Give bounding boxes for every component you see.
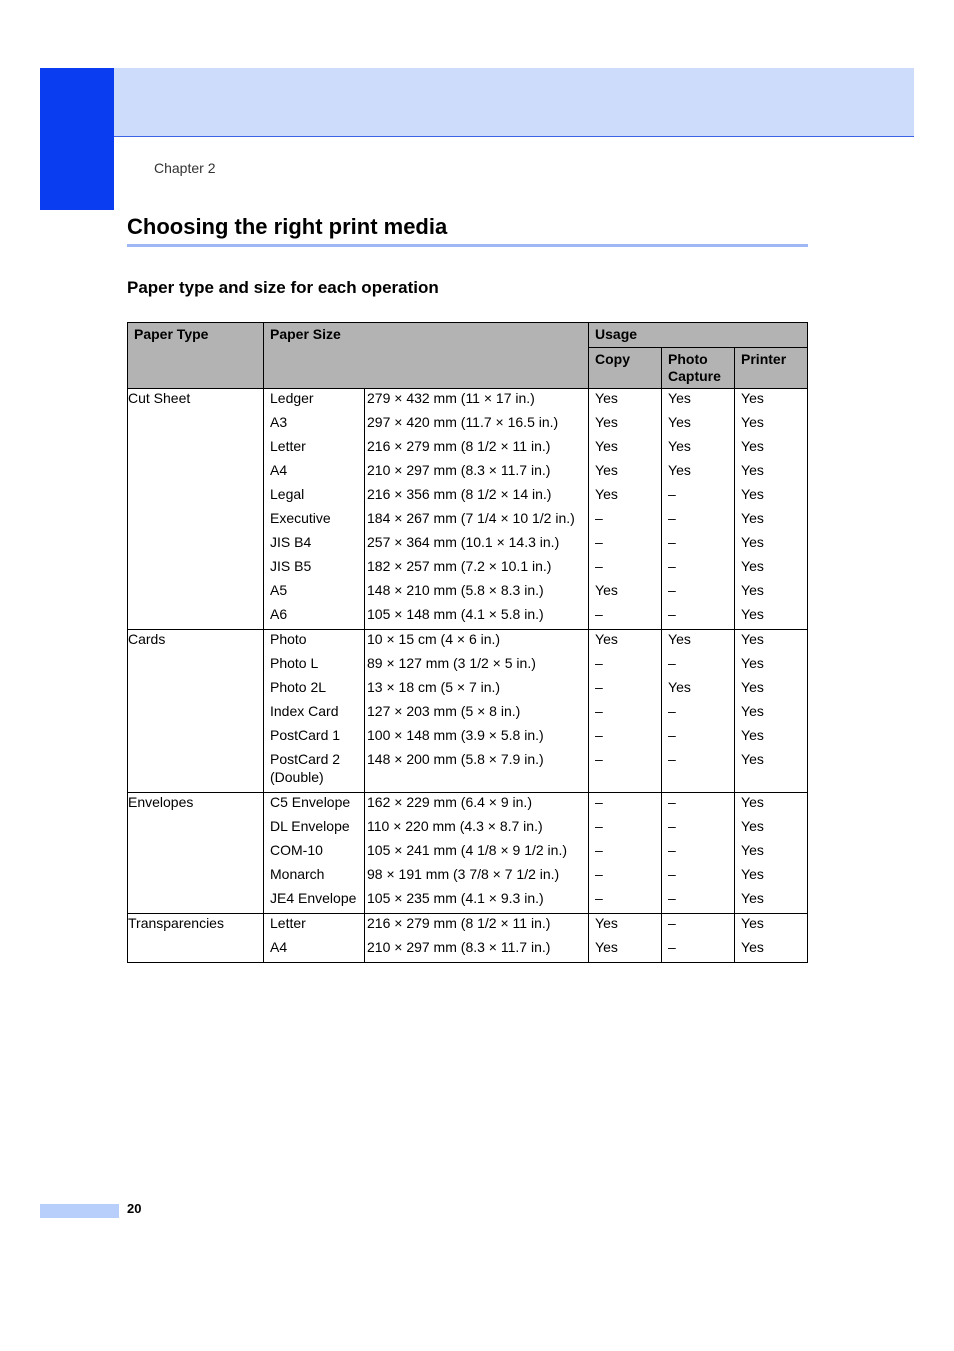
paper-dimensions: 184 × 267 mm (7 1/4 × 10 1/2 in.) bbox=[367, 510, 575, 526]
printer-value: Yes bbox=[741, 679, 764, 695]
paper-dimensions: 210 × 297 mm (8.3 × 11.7 in.) bbox=[367, 462, 551, 478]
page-title: Choosing the right print media bbox=[127, 214, 808, 247]
paper-dimensions: 216 × 279 mm (8 1/2 × 11 in.) bbox=[367, 438, 551, 454]
copy-value-column bbox=[589, 630, 662, 793]
printer-value: Yes bbox=[741, 606, 764, 622]
photo-capture-value: Yes bbox=[668, 438, 691, 454]
photo-capture-value-column bbox=[662, 630, 735, 793]
copy-value: – bbox=[595, 890, 603, 906]
printer-value: Yes bbox=[741, 890, 764, 906]
section-title: Paper type and size for each operation bbox=[127, 278, 439, 297]
paper-dimensions: 98 × 191 mm (3 7/8 × 7 1/2 in.) bbox=[367, 866, 560, 882]
paper-dimensions: 162 × 229 mm (6.4 × 9 in.) bbox=[367, 794, 532, 810]
header-band bbox=[114, 68, 914, 137]
paper-size-name: Monarch bbox=[270, 866, 325, 882]
page-number: 20 bbox=[127, 1201, 142, 1216]
paper-size-name: COM-10 bbox=[270, 842, 323, 858]
paper-dimensions: 127 × 203 mm (5 × 8 in.) bbox=[367, 703, 521, 719]
copy-value: – bbox=[595, 655, 603, 671]
paper-type-cell: Cards bbox=[128, 630, 264, 793]
paper-size-name-column bbox=[264, 630, 365, 793]
copy-value-column bbox=[589, 389, 662, 630]
paper-dimensions-column bbox=[365, 793, 589, 914]
photo-capture-value-column bbox=[662, 389, 735, 630]
paper-dimensions: 279 × 432 mm (11 × 17 in.) bbox=[367, 390, 535, 406]
paper-dimensions: 105 × 148 mm (4.1 × 5.8 in.) bbox=[367, 606, 544, 622]
paper-dimensions: 110 × 220 mm (4.3 × 8.7 in.) bbox=[367, 818, 543, 834]
paper-size-name: Legal bbox=[270, 486, 305, 502]
copy-value: Yes bbox=[595, 631, 618, 647]
paper-size-name: A4 bbox=[270, 939, 288, 955]
photo-capture-value: Yes bbox=[668, 390, 691, 406]
paper-size-name: PostCard 1 bbox=[270, 727, 341, 743]
photo-capture-value: – bbox=[668, 890, 676, 906]
copy-value: Yes bbox=[595, 939, 618, 955]
copy-value: – bbox=[595, 510, 603, 526]
photo-capture-value: – bbox=[668, 582, 676, 598]
copy-value: – bbox=[595, 842, 603, 858]
table-row bbox=[128, 630, 808, 793]
copy-value: Yes bbox=[595, 390, 618, 406]
paper-dimensions: 148 × 210 mm (5.8 × 8.3 in.) bbox=[367, 582, 544, 598]
printer-value: Yes bbox=[741, 751, 764, 767]
photo-capture-value-column bbox=[662, 914, 735, 963]
paper-dimensions: 257 × 364 mm (10.1 × 14.3 in.) bbox=[367, 534, 560, 550]
photo-capture-value: – bbox=[668, 794, 676, 810]
paper-size-name: A3 bbox=[270, 414, 288, 430]
paper-dimensions: 210 × 297 mm (8.3 × 11.7 in.) bbox=[367, 939, 551, 955]
copy-value: Yes bbox=[595, 486, 618, 502]
paper-dimensions: 105 × 235 mm (4.1 × 9.3 in.) bbox=[367, 890, 544, 906]
printer-value: Yes bbox=[741, 842, 764, 858]
printer-value: Yes bbox=[741, 486, 764, 502]
copy-value: – bbox=[595, 751, 603, 767]
table-body bbox=[128, 389, 808, 963]
printer-value-column bbox=[735, 389, 808, 630]
header-printer: Printer bbox=[735, 348, 808, 389]
paper-dimensions: 13 × 18 cm (5 × 7 in.) bbox=[367, 679, 501, 695]
printer-value: Yes bbox=[741, 655, 764, 671]
table-row bbox=[128, 793, 808, 914]
copy-value: Yes bbox=[595, 582, 618, 598]
copy-value: – bbox=[595, 703, 603, 719]
paper-dimensions-column bbox=[365, 914, 589, 963]
photo-capture-value: – bbox=[668, 939, 676, 955]
photo-capture-value: – bbox=[668, 655, 676, 671]
printer-value: Yes bbox=[741, 794, 764, 810]
paper-dimensions: 216 × 356 mm (8 1/2 × 14 in.) bbox=[367, 486, 552, 502]
paper-dimensions: 100 × 148 mm (3.9 × 5.8 in.) bbox=[367, 727, 544, 743]
photo-capture-value: – bbox=[668, 510, 676, 526]
header-paper-size: Paper Size bbox=[264, 323, 589, 389]
photo-capture-value: – bbox=[668, 534, 676, 550]
paper-size-name: DL Envelope bbox=[270, 818, 350, 834]
photo-capture-value: Yes bbox=[668, 462, 691, 478]
paper-size-name: Executive bbox=[270, 510, 331, 526]
printer-value-column bbox=[735, 630, 808, 793]
photo-capture-value: Yes bbox=[668, 679, 691, 695]
printer-value: Yes bbox=[741, 510, 764, 526]
paper-size-name: A5 bbox=[270, 582, 288, 598]
paper-size-name-column bbox=[264, 389, 365, 630]
copy-value: – bbox=[595, 794, 603, 810]
paper-dimensions: 10 × 15 cm (4 × 6 in.) bbox=[367, 631, 501, 647]
paper-size-name-column bbox=[264, 914, 365, 963]
paper-dimensions-column bbox=[365, 389, 589, 630]
copy-value: Yes bbox=[595, 462, 618, 478]
paper-media-table bbox=[127, 322, 808, 963]
paper-dimensions: 182 × 257 mm (7.2 × 10.1 in.) bbox=[367, 558, 552, 574]
photo-capture-value: – bbox=[668, 558, 676, 574]
table-row bbox=[128, 914, 808, 963]
photo-capture-value: – bbox=[668, 751, 676, 767]
paper-type-cell: Cut Sheet bbox=[128, 389, 264, 630]
copy-value: – bbox=[595, 534, 603, 550]
copy-value: – bbox=[595, 866, 603, 882]
printer-value: Yes bbox=[741, 414, 764, 430]
paper-size-name: A4 bbox=[270, 462, 288, 478]
photo-capture-value: Yes bbox=[668, 414, 691, 430]
printer-value: Yes bbox=[741, 462, 764, 478]
printer-value: Yes bbox=[741, 939, 764, 955]
photo-capture-value: – bbox=[668, 842, 676, 858]
paper-dimensions: 105 × 241 mm (4 1/8 × 9 1/2 in.) bbox=[367, 842, 568, 858]
printer-value: Yes bbox=[741, 631, 764, 647]
printer-value: Yes bbox=[741, 390, 764, 406]
copy-value: – bbox=[595, 818, 603, 834]
copy-value: Yes bbox=[595, 438, 618, 454]
paper-size-name: Photo L bbox=[270, 655, 319, 671]
printer-value: Yes bbox=[741, 558, 764, 574]
photo-capture-value: – bbox=[668, 866, 676, 882]
copy-value: – bbox=[595, 558, 603, 574]
header-paper-type: Paper Type bbox=[128, 323, 264, 389]
chapter-label: Chapter 2 bbox=[154, 160, 216, 176]
paper-size-name-column bbox=[264, 793, 365, 914]
printer-value: Yes bbox=[741, 727, 764, 743]
table-row bbox=[128, 389, 808, 630]
header-photo-capture: Photo Capture bbox=[662, 348, 735, 389]
printer-value: Yes bbox=[741, 703, 764, 719]
chapter-tab-marker bbox=[40, 68, 114, 210]
paper-type-cell: Transparencies bbox=[128, 914, 264, 963]
printer-value: Yes bbox=[741, 438, 764, 454]
copy-value: – bbox=[595, 606, 603, 622]
paper-dimensions: 89 × 127 mm (3 1/2 × 5 in.) bbox=[367, 655, 536, 671]
paper-size-name: Letter bbox=[270, 915, 306, 931]
printer-value: Yes bbox=[741, 534, 764, 550]
paper-type-cell: Envelopes bbox=[128, 793, 264, 914]
photo-capture-value: – bbox=[668, 606, 676, 622]
copy-value: Yes bbox=[595, 414, 618, 430]
paper-size-name: JIS B4 bbox=[270, 534, 312, 550]
photo-capture-value: – bbox=[668, 915, 676, 931]
printer-value-column bbox=[735, 793, 808, 914]
paper-size-name: PostCard 2 (Double) bbox=[270, 751, 341, 785]
paper-size-name: Photo 2L bbox=[270, 679, 327, 695]
paper-size-name: JE4 Envelope bbox=[270, 890, 357, 906]
header-copy: Copy bbox=[589, 348, 662, 389]
photo-capture-value: – bbox=[668, 818, 676, 834]
paper-size-name: Letter bbox=[270, 438, 306, 454]
photo-capture-value: – bbox=[668, 486, 676, 502]
paper-size-name: JIS B5 bbox=[270, 558, 312, 574]
paper-dimensions: 216 × 279 mm (8 1/2 × 11 in.) bbox=[367, 915, 551, 931]
paper-size-name: Ledger bbox=[270, 390, 314, 406]
photo-capture-value: Yes bbox=[668, 631, 691, 647]
copy-value: – bbox=[595, 727, 603, 743]
paper-dimensions-column bbox=[365, 630, 589, 793]
copy-value-column bbox=[589, 793, 662, 914]
copy-value-column bbox=[589, 914, 662, 963]
paper-dimensions: 297 × 420 mm (11.7 × 16.5 in.) bbox=[367, 414, 559, 430]
paper-size-name: C5 Envelope bbox=[270, 794, 351, 810]
printer-value-column bbox=[735, 914, 808, 963]
photo-capture-value-column bbox=[662, 793, 735, 914]
printer-value: Yes bbox=[741, 818, 764, 834]
photo-capture-value: – bbox=[668, 703, 676, 719]
printer-value: Yes bbox=[741, 582, 764, 598]
header-usage: Usage bbox=[589, 323, 808, 348]
paper-size-name: Index Card bbox=[270, 703, 339, 719]
paper-size-name: A6 bbox=[270, 606, 288, 622]
photo-capture-value: – bbox=[668, 727, 676, 743]
printer-value: Yes bbox=[741, 915, 764, 931]
paper-size-name: Photo bbox=[270, 631, 307, 647]
copy-value: – bbox=[595, 679, 603, 695]
footer-bar bbox=[40, 1204, 119, 1218]
copy-value: Yes bbox=[595, 915, 618, 931]
printer-value: Yes bbox=[741, 866, 764, 882]
paper-dimensions: 148 × 200 mm (5.8 × 7.9 in.) bbox=[367, 751, 544, 767]
